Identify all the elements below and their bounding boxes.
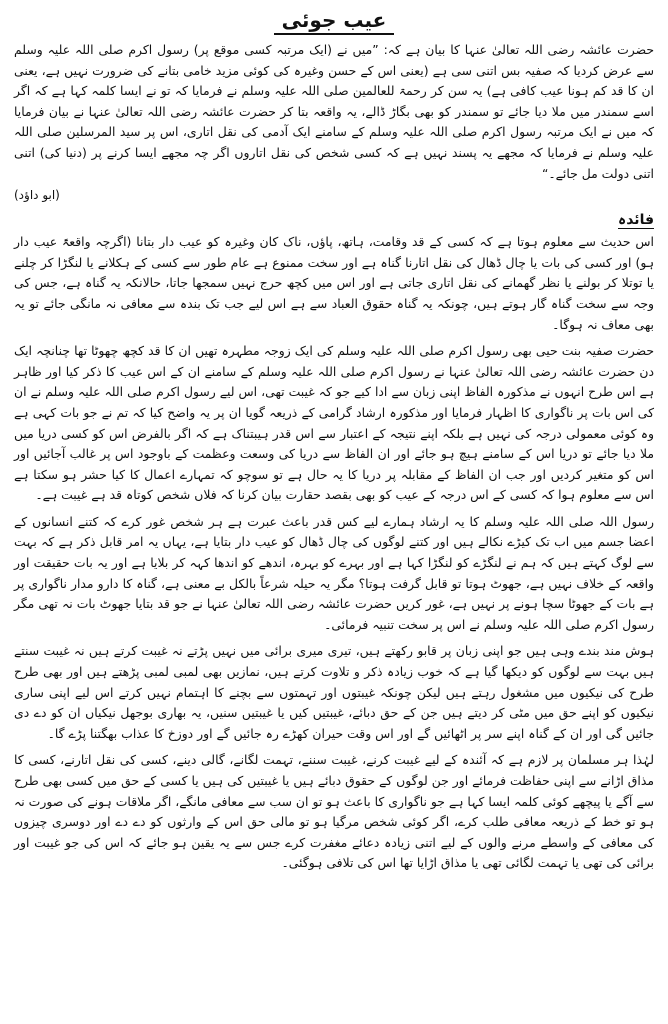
body-paragraph-3: رسول اللہ صلی اللہ علیہ وسلم کا یہ ارشاد ہمارے لیے کس قدر باعث عبرت ہے ہر شخص غور کرے کہ کتنے انسانوں کے اعضا جسم میں اب تک کیڑے نکالے ہیں اور کتنے لوگوں کی چال ڈھال کو عیب دار بتایا ہے، یہاں یہ امر قابل ذکر ہے کہ بہت سے لوگ کہتے ہیں کہ ہم نے لنگڑے کو لنگڑا کہا ہے اور بہرے کو بہرہ، اندھے کو اندھا کہہ کر بلایا ہے اور یہ بات حقیقت اور واقعہ کے خلاف نہیں ہے، جھوٹ ہوتا تو قابل گرفت ہوتا؟ مگر یہ حیلہ شرعاً بالکل بے معنی ہے، گناہ کا دارو مدار ناگواری پر ہے بات کے جھوٹا سچا ہونے پر نہیں ہے، غور کریں حضرت عائشہ رضی اللہ تعالیٰ عنہا نے جو قد بتایا جھوٹ بات نہ تھی مگر رسول اکرم صلی اللہ علیہ وسلم نے اس پر سخت تنبیہ فرمائی۔ — [14, 513, 654, 632]
page-title — [14, 8, 654, 32]
title-text: عیب جوئی — [274, 8, 395, 35]
source-reference — [14, 188, 650, 202]
article — [14, 6, 654, 1016]
hadith-paragraph: حضرت عائشہ رضی اللہ تعالیٰ عنہا کا بیان ہے کہ: ”میں نے (ایک مرتبہ کسی موقع پر) رسول اکرم صلی اللہ علیہ وسلم سے عرض کردیا کہ صفیہ بس اتنی سی ہے (یعنی اس کے حسن وغیرہ کی کوئی مزید خامی بتانے کی ضرورت نہیں ہے، یعنی ان کا قد کم ہونا عیب کافی ہے) یہ سن کر رحمۃ للعالمین صلی اللہ علیہ وسلم نے فرمایا کہ تو نے ایسا کلمہ کہا ہے کہ اگر اسے سمندر میں ملا دیا جائے تو سمندر کو بھی بگاڑ ڈالے، یہ واقعہ بتا کر حضرت عائشہ رضی اللہ تعالیٰ عنہا نے بیان فرمایا کہ میں نے ایک مرتبہ رسول اکرم صلی اللہ علیہ وسلم کے سامنے ایک آدمی کی نقل اتاری، اس پر سید المرسلین صلی اللہ علیہ وسلم نے فرمایا کہ مجھے یہ پسند نہیں ہے کہ کسی شخص کی نقل اتاروں اگر چہ مجھے ایسا کرنے پر (دنیا کی) اتنی اتنی دولت مل جائے۔“ — [14, 42, 654, 181]
source-text: (ابو داؤد) — [14, 188, 60, 203]
section-heading-text: فائدہ — [618, 212, 654, 229]
body-paragraph-5: لہٰذا ہر مسلمان پر لازم ہے کہ آئندہ کے لیے غیبت کرنے، غیبت سننے، تہمت لگانے، گالی دینے، کسی کی نقل اتارنے، کسی کا مذاق اڑانے سے اپنی حفاظت فرمائے اور جن لوگوں کے حقوق دبائے ہیں یا غیبتیں کی ہیں یا کسی کے حق میں کسی بھی طرح سے آگے یا پیچھے کوئی کلمہ ایسا کہا ہے جو ناگواری کا باعث ہو تو ان سب سے معافی مانگے، اگر ملاقات ہونے کی صورت نہ ہو تو خط کے ذریعہ معافی طلب کرے، اگر کوئی شخص مرگیا ہو تو مالی حق اس کے وارثوں کو دے دے اور دوسری چیزوں کی معافی کے واسطے مرنے والوں کے لیے اتنی زیادہ دعائے مغفرت کرے جس سے یہ یقین ہو جائے کہ اس کی جو غیبت اور برائی کی تھی یا تہمت لگائی تھی یا مذاق اڑایا تھا اس کی تلافی ہوگئی۔ — [14, 752, 654, 871]
body-paragraph-4: ہوش مند بندے وہی ہیں جو اپنی زبان پر قابو رکھتے ہیں، تیری میری برائی میں نہیں پڑتے نہ غیبت کرتے ہیں نہ غیبت سنتے ہیں بہت سے لوگوں کو دیکھا گیا ہے کہ خوب زیادہ ذکر و تلاوت کرتے ہیں، نمازیں بھی لمبی لمبی پڑھتے ہیں اور بھی طرح طرح کی نیکیوں میں مشغول رہتے ہیں لیکن چونکہ غیبتوں اور تہمتوں سے بچنے کا اہتمام نہیں کرتے اس لیے اپنی ساری نیکیوں کو اپنے حق میں مٹی کر دیتے ہیں جن کے حق دبائے، غیبتیں کیں یا غیبتیں سنیں، یہ بھاری بوجھل نیکیاں ان کو دے دی جائیں گی اور ان کے گناہ اپنے سر پر اٹھائیں گے اور اس وقت حیران کھڑے رہ جائیں گے اور دوزخ کا عذاب بھگتنا پڑے گا۔ — [14, 643, 654, 741]
body-paragraph-1: اس حدیث سے معلوم ہوتا ہے کہ کسی کے قد وقامت، ہاتھ، پاؤں، ناک کان وغیرہ کو عیب دار بتانا (اگرچہ واقعۃً عیب دار ہو) اور کسی کی بات یا چال ڈھال کی نقل اتارنا گناہ ہے اور سخت ممنوع ہے عام طور سے کسی کے ہکلانے یا لنگڑا کر چلنے یا توتلا کر بولنے یا نظر گھمانے کی نقل اتاری جاتی ہے اور اس میں کچھ حرج نہیں سمجھا جاتا، حالانکہ یہ گناہ ہے، جس کی وجہ سے سخت گناہ گار ہوتے ہیں، چونکہ یہ گناہ حقوق العباد سے ہے اس لیے جب تک بندہ سے معافی نہ مانگی جائے تو یہ بھی معاف نہ ہوگا۔ — [14, 234, 654, 332]
section-heading — [14, 212, 654, 228]
body-paragraph-2: حضرت صفیہ بنت حیی بھی رسول اکرم صلی اللہ علیہ وسلم کی ایک زوجہ مطہرہ تھیں ان کا قد کچھ چھوٹا تھا چنانچہ ایک دن حضرت عائشہ رضی اللہ تعالیٰ عنہا نے رسول اکرم صلی اللہ علیہ وسلم کے سامنے ان کے اس عیب کا ذکر کیا اور ظاہر ہے اس طرح انہوں نے مذکورہ الفاظ اپنی زبان سے ادا کیے جو کہ غیبت تھی، اس لیے رسول اکرم صلی اللہ علیہ وسلم نے ان کی اس بات پر ناگواری کا اظہار فرمایا اور مذکورہ ارشاد گرامی کے ذریعہ گویا ان پر یہ واضح کیا کہ تم نے جو بات کہی ہے وہ کوئی معمولی درجہ کی نہیں ہے بلکہ اپنے نتیجہ کے اعتبار سے اس قدر ہیبتناک ہے کہ اگر بالفرض اس کو کسی دریا میں ملا دیا جائے تو دریا اس کے سامنے ہیچ ہو جائے اور ان الفاظ سے دریا کی وسعت وعظمت کے باوجود اس پر غالب آجائیں اور اس کو متغیر کردیں اور جب ان الفاظ کے مقابلہ پر دریا کا یہ حال ہے تو سوچو کہ تمہارے اعمال کا کیا حشر ہو سکتا ہے اس سے معلوم ہوا کہ کسی کے اس درجہ کے عیب کو بھی بقصد حقارت بیان کرنا کہ فلاں شخص کوتاہ قد ہے غیبت ہے۔ — [14, 343, 654, 503]
